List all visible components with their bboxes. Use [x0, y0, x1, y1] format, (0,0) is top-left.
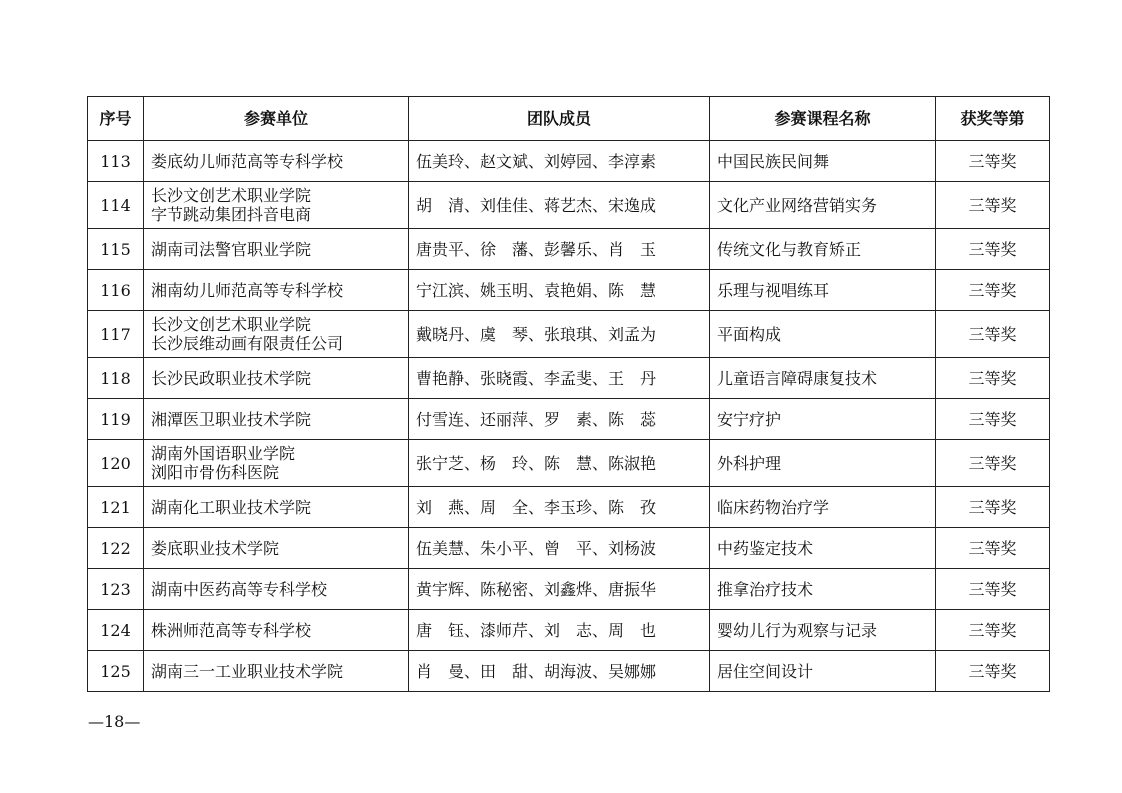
unit-name: 长沙辰维动画有限责任公司	[151, 334, 344, 353]
course-name: 临床药物治疗学	[710, 487, 936, 528]
unit-name: 湖南中医药高等专科学校	[151, 579, 328, 599]
team-members: 唐贵平、徐 藩、彭馨乐、肖 玉	[409, 229, 710, 270]
course-name: 乐理与视唱练耳	[710, 270, 936, 311]
unit-name: 湖南化工职业技术学院	[151, 497, 312, 517]
participating-unit	[144, 182, 409, 229]
team-members: 宁江滨、姚玉明、袁艳娟、陈 慧	[409, 270, 710, 311]
awards-table	[87, 96, 1050, 692]
row-number: 117	[88, 311, 144, 358]
table-header-row	[88, 97, 1050, 141]
course-name: 中国民族民间舞	[710, 141, 936, 182]
row-number: 113	[88, 141, 144, 182]
row-number: 125	[88, 651, 144, 692]
participating-unit	[144, 651, 409, 692]
award-level: 三等奖	[936, 270, 1050, 311]
table-row	[88, 569, 1050, 610]
team-members: 刘 燕、周 全、李玉珍、陈 孜	[409, 487, 710, 528]
participating-unit	[144, 487, 409, 528]
row-number: 121	[88, 487, 144, 528]
row-number: 114	[88, 182, 144, 229]
participating-unit	[144, 358, 409, 399]
participating-unit	[144, 528, 409, 569]
team-members: 张宁芝、杨 玲、陈 慧、陈淑艳	[409, 440, 710, 487]
unit-name: 娄底幼儿师范高等专科学校	[151, 151, 344, 171]
award-level: 三等奖	[936, 610, 1050, 651]
team-members: 伍美玲、赵文斌、刘婷园、李淳素	[409, 141, 710, 182]
table-row	[88, 270, 1050, 311]
row-number: 124	[88, 610, 144, 651]
table-row	[88, 399, 1050, 440]
page-number: —18—	[88, 712, 141, 731]
award-level: 三等奖	[936, 569, 1050, 610]
course-name: 平面构成	[710, 311, 936, 358]
course-name: 文化产业网络营销实务	[710, 182, 936, 229]
team-members: 付雪连、还丽萍、罗 素、陈 蕊	[409, 399, 710, 440]
team-members: 肖 曼、田 甜、胡海波、吴娜娜	[409, 651, 710, 692]
unit-name: 长沙文创艺术职业学院	[151, 186, 312, 205]
course-name: 居住空间设计	[710, 651, 936, 692]
header-no: 序号	[88, 97, 144, 141]
team-members: 黄宇辉、陈秘密、刘鑫烨、唐振华	[409, 569, 710, 610]
award-level: 三等奖	[936, 440, 1050, 487]
table-row	[88, 141, 1050, 182]
table-row	[88, 610, 1050, 651]
table-row	[88, 358, 1050, 399]
unit-name: 湖南司法警官职业学院	[151, 239, 312, 259]
unit-name: 株洲师范高等专科学校	[151, 620, 312, 640]
header-course: 参赛课程名称	[710, 97, 936, 141]
award-level: 三等奖	[936, 358, 1050, 399]
course-name: 安宁疗护	[710, 399, 936, 440]
unit-name: 娄底职业技术学院	[151, 538, 280, 558]
award-level: 三等奖	[936, 229, 1050, 270]
table-row	[88, 487, 1050, 528]
award-level: 三等奖	[936, 487, 1050, 528]
course-name: 中药鉴定技术	[710, 528, 936, 569]
header-award: 获奖等第	[936, 97, 1050, 141]
participating-unit	[144, 569, 409, 610]
row-number: 115	[88, 229, 144, 270]
unit-name: 字节跳动集团抖音电商	[151, 205, 312, 224]
award-level: 三等奖	[936, 651, 1050, 692]
team-members: 唐 钰、漆师芹、刘 志、周 也	[409, 610, 710, 651]
unit-name: 长沙文创艺术职业学院	[151, 315, 312, 334]
table-row	[88, 182, 1050, 229]
team-members: 胡 清、刘佳佳、蒋艺杰、宋逸成	[409, 182, 710, 229]
unit-name: 湘南幼儿师范高等专科学校	[151, 280, 344, 300]
participating-unit	[144, 270, 409, 311]
team-members: 伍美慧、朱小平、曾 平、刘杨波	[409, 528, 710, 569]
unit-name: 湘潭医卫职业技术学院	[151, 409, 312, 429]
participating-unit	[144, 229, 409, 270]
header-members: 团队成员	[409, 97, 710, 141]
award-level: 三等奖	[936, 311, 1050, 358]
table-row	[88, 651, 1050, 692]
award-level: 三等奖	[936, 399, 1050, 440]
row-number: 118	[88, 358, 144, 399]
course-name: 传统文化与教育矫正	[710, 229, 936, 270]
table-body	[88, 141, 1050, 692]
unit-name: 湖南三一工业职业技术学院	[151, 661, 344, 681]
table-row	[88, 311, 1050, 358]
award-level: 三等奖	[936, 528, 1050, 569]
course-name: 外科护理	[710, 440, 936, 487]
row-number: 123	[88, 569, 144, 610]
participating-unit	[144, 610, 409, 651]
unit-name: 长沙民政职业技术学院	[151, 368, 312, 388]
unit-name: 浏阳市骨伤科医院	[151, 463, 280, 482]
table-row	[88, 229, 1050, 270]
team-members: 曹艳静、张晓霞、李孟斐、王 丹	[409, 358, 710, 399]
participating-unit	[144, 399, 409, 440]
table-row	[88, 440, 1050, 487]
award-level: 三等奖	[936, 182, 1050, 229]
course-name: 推拿治疗技术	[710, 569, 936, 610]
award-level: 三等奖	[936, 141, 1050, 182]
participating-unit	[144, 311, 409, 358]
row-number: 122	[88, 528, 144, 569]
row-number: 119	[88, 399, 144, 440]
header-unit: 参赛单位	[144, 97, 409, 141]
table-row	[88, 528, 1050, 569]
row-number: 116	[88, 270, 144, 311]
row-number: 120	[88, 440, 144, 487]
course-name: 婴幼儿行为观察与记录	[710, 610, 936, 651]
unit-name: 湖南外国语职业学院	[151, 444, 296, 463]
participating-unit	[144, 141, 409, 182]
participating-unit	[144, 440, 409, 487]
course-name: 儿童语言障碍康复技术	[710, 358, 936, 399]
team-members: 戴晓丹、虞 琴、张琅琪、刘孟为	[409, 311, 710, 358]
